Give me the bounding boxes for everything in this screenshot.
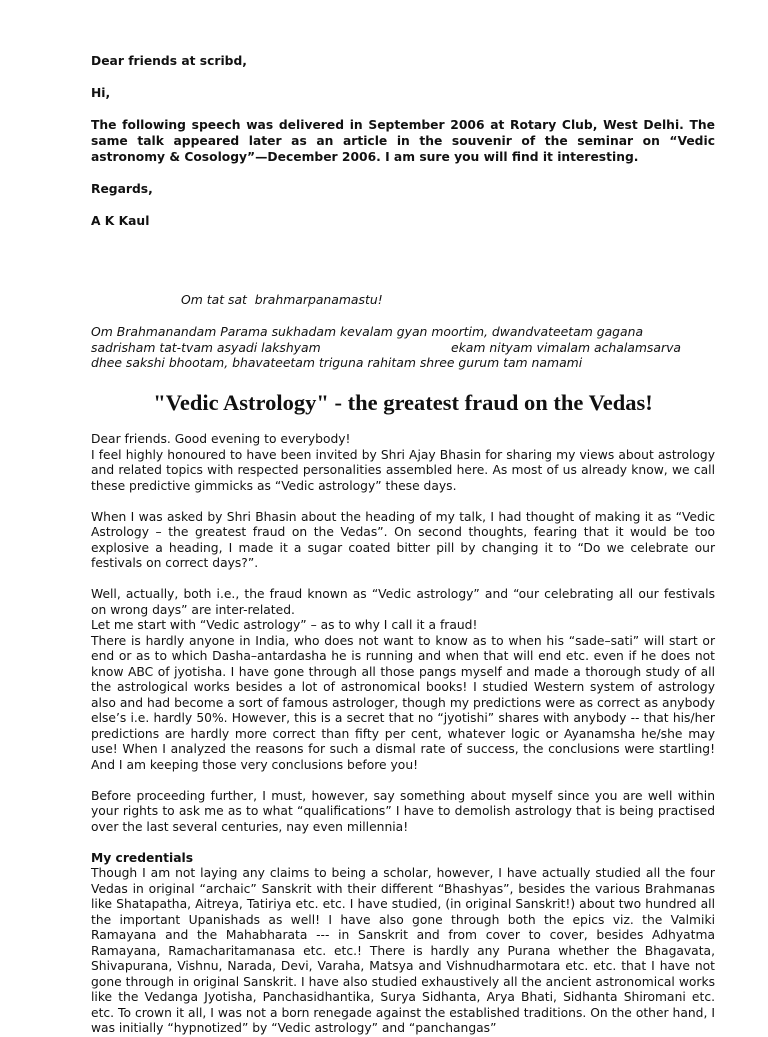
paragraph-sade-sati: There is hardly anyone in India, who does not want to know as to when his “sade–sati” will start or end or as to which Dasha–antardasha he is running and when that will end etc. even if he does not know ABC of jyotisha. I have gone through all those pangs myself and made a thorough study of all the astrological works besides a lot of astronomical books! I studied Western system of astrology also and had become a sort of famous astrologer, though my predictions were as correct as anybody else’s i.e. hardly 50%. However, this is a secret that no “jyotishi” shares with anybody -- that his/her predictions are hardly more correct than fifty per cent, whatever logic or Ayanamsha he/she may use! When I analyzed the reasons for such a dismal rate of success, the conclusions were startling! And I am keeping those very conclusions before you! bbox=[91, 633, 715, 772]
paragraph-credentials: Though I am not laying any claims to being a scholar, however, I have actually studied all the four Vedas in original “archaic” Sanskrit with their different “Bhashyas”, besides the various Brahmanas like Shatapatha, Aitreya, Tatiriya etc. etc. I have studied, (in original Sanskrit!) about two hundred all the important Upanishads as well! I have also gone through both the epics viz. the Valmiki Ramayana and the Mahabharata --- in Sanskrit and from cover to cover, besides Adhyatma Ramayana, Ramacharitamanasa etc. etc.! There is hardly any Purana whether the Bhagavata, Shivapurana, Vishnu, Narada, Devi, Varaha, Matsya and Vishnudharmotara etc. etc. that I have not gone through in original Sanskrit. I have also studied exhaustively all the ancient astronomical works like the Vedanga Jyotisha, Panchasidhantika, Surya Sidhanta, Arya Bhati, Sidhanta Shiromani etc. etc. To crown it all, I was not a born renegade against the established traditions. On the other hand, I was initially “hypnotized” by “Vedic astrology” and “panchangas” bbox=[91, 866, 715, 1035]
cover-letter bbox=[91, 53, 715, 229]
mantra-line-1: Om Brahmanandam Parama sukhadam kevalam gyan moortim, dwandvateetam gagana bbox=[91, 324, 644, 339]
mantra-line-2-right: ekam nityam vimalam achalamsarva bbox=[451, 340, 681, 355]
paragraph-inter-related: Well, actually, both i.e., the fraud known as “Vedic astrology” and “our celebrating all our festivals on wrong days” are inter-related. bbox=[91, 587, 715, 617]
mantra-invocation: Om tat sat brahmarpanamastu! bbox=[181, 292, 383, 307]
letter-intro: The following speech was delivered in September 2006 at Rotary Club, West Delhi. The same talk appeared later as an article in the souvenir of the seminar on “Vedic astronomy & Cosology”—December 2006. I am sure you will find it interesting. bbox=[91, 118, 715, 164]
paragraph-heading-of-talk: When I was asked by Shri Bhasin about the heading of my talk, I had thought of making it as “Vedic Astrology – the greatest fraud on the Vedas”. On second thoughts, fearing that it would be too explosive a heading, I made it a sugar coated bitter pill by changing it to “Do we celebrate our festivals on correct days?”. bbox=[91, 509, 715, 570]
article-title: "Vedic Astrology" - the greatest fraud on the Vedas! bbox=[153, 390, 653, 415]
paragraph-why-fraud: Let me start with “Vedic astrology” – as to why I call it a fraud! bbox=[91, 618, 478, 632]
paragraph-greeting: Dear friends. Good evening to everybody! bbox=[91, 432, 351, 446]
letter-greeting: Hi, bbox=[91, 86, 111, 100]
article-body bbox=[91, 432, 715, 1037]
paragraph-honoured: I feel highly honoured to have been invited by Shri Ajay Bhasin for sharing my views about astrology and related topics with respected personalities assembled here. As most of us already know, we call these predictive gimmicks as “Vedic astrology” these days. bbox=[91, 447, 715, 493]
letter-salutation: Dear friends at scribd, bbox=[91, 54, 247, 68]
letter-closing: Regards, bbox=[91, 182, 153, 196]
credentials-heading: My credentials bbox=[91, 850, 194, 865]
mantra-line-3: dhee sakshi bhootam, bhavateetam triguna rahitam shree gurum tam namami bbox=[91, 355, 583, 370]
mantra-line-2-left: sadrisham tat-tvam asyadi lakshyam bbox=[91, 340, 321, 355]
paragraph-qualifications: Before proceeding further, I must, however, say something about myself since you are well within your rights to ask me as to what “qualifications” I have to demolish astrology that is being practised over the last several centuries, nay even millennia! bbox=[91, 788, 715, 834]
letter-signature: A K Kaul bbox=[91, 214, 150, 228]
